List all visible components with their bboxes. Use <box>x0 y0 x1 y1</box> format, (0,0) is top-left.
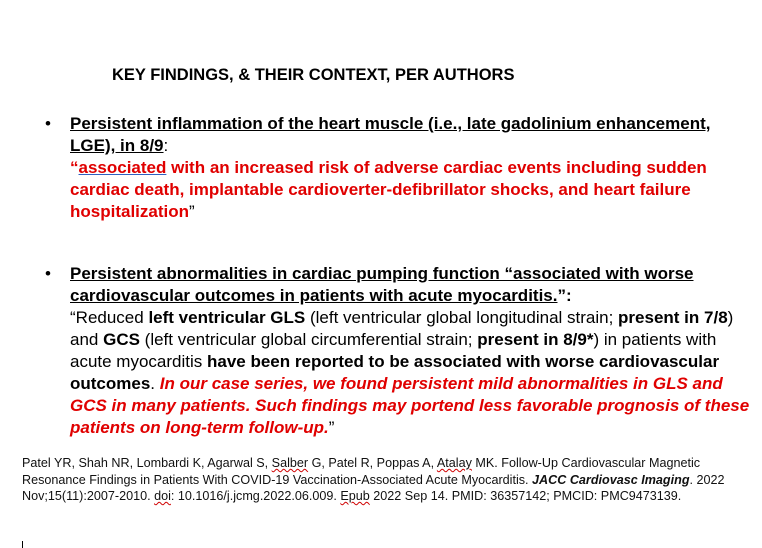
citation-doi-label: doi <box>154 489 171 503</box>
bullet-icon: • <box>45 114 51 133</box>
heading-end: ”: <box>557 286 572 305</box>
finding-heading: Persistent inflammation of the heart muscle (i.e., late gadolinium enhancement, LGE), in 8/9 <box>70 114 711 155</box>
body-bold-present-gcs: present in 8/9* <box>477 330 594 349</box>
citation-journal: JACC Cardiovasc Imaging <box>532 472 690 487</box>
citation-text: MK. Follow-Up Cardiovascular Magnetic Resonance Findings in Patients With COVID-19 Vaccination-Associated Acute Myocarditis. <box>22 456 701 487</box>
finding-item-pumping-function <box>45 263 750 439</box>
case-series-note: In our case series, we found persistent mild abnormalities in GLS and GCS in many patients. Such findings may portend less favorable prognosis of these patients on long-term follow-up. <box>70 374 750 437</box>
close-quote: ” <box>189 202 195 221</box>
associated-word: associated <box>78 158 167 177</box>
body-bold-gls: left ventricular GLS <box>148 308 306 327</box>
heading-colon: : <box>163 136 169 155</box>
citation-text: : 10.1016/j.jcmg.2022.06.009. <box>170 489 341 503</box>
open-quote: “ <box>70 158 79 177</box>
finding-item-inflammation <box>45 113 750 223</box>
body-text: “Reduced <box>70 308 149 327</box>
close-quote: ” <box>328 418 335 437</box>
finding-quote: with an increased risk of adverse cardiac events including sudden cardiac death, implantable cardioverter-defibrillator shocks, and heart failure hospitalization <box>70 158 707 221</box>
body-text: . <box>150 374 160 393</box>
citation-text: . 2022 Nov;15(11):2007-2010. <box>22 472 725 503</box>
page-title: KEY FINDINGS, & THEIR CONTEXT, PER AUTHORS <box>112 66 515 84</box>
citation <box>22 455 742 505</box>
body-text: ) and <box>70 308 734 349</box>
body-bold-reported: have been reported to be associated with worse cardiovascular outcomes <box>70 352 720 393</box>
citation-text: 2022 Sep 14. PMID: 36357142; PMCID: PMC9473139. <box>369 489 682 503</box>
body-text: ) in patients with acute myocarditis <box>70 330 717 371</box>
body-bold-gcs: GCS <box>103 330 140 349</box>
finding-heading: Persistent abnormalities in cardiac pumping function “associated with worse cardiovascular outcomes in patients with acute myocarditis. <box>70 264 694 305</box>
body-text: (left ventricular global circumferential strain; <box>139 330 478 349</box>
body-text: (left ventricular global longitudinal strain; <box>305 308 619 327</box>
citation-author-salber: Salber <box>271 456 309 470</box>
body-bold-present-gls: present in 7/8 <box>618 308 728 327</box>
citation-text: Patel YR, Shah NR, Lombardi K, Agarwal S, <box>22 456 272 470</box>
bullet-icon: • <box>45 264 51 283</box>
text-cursor <box>22 541 23 548</box>
citation-author-atalay: Atalay <box>436 456 472 470</box>
citation-text: G, Patel R, Poppas A, <box>308 456 437 470</box>
citation-epub: Epub <box>340 489 370 503</box>
